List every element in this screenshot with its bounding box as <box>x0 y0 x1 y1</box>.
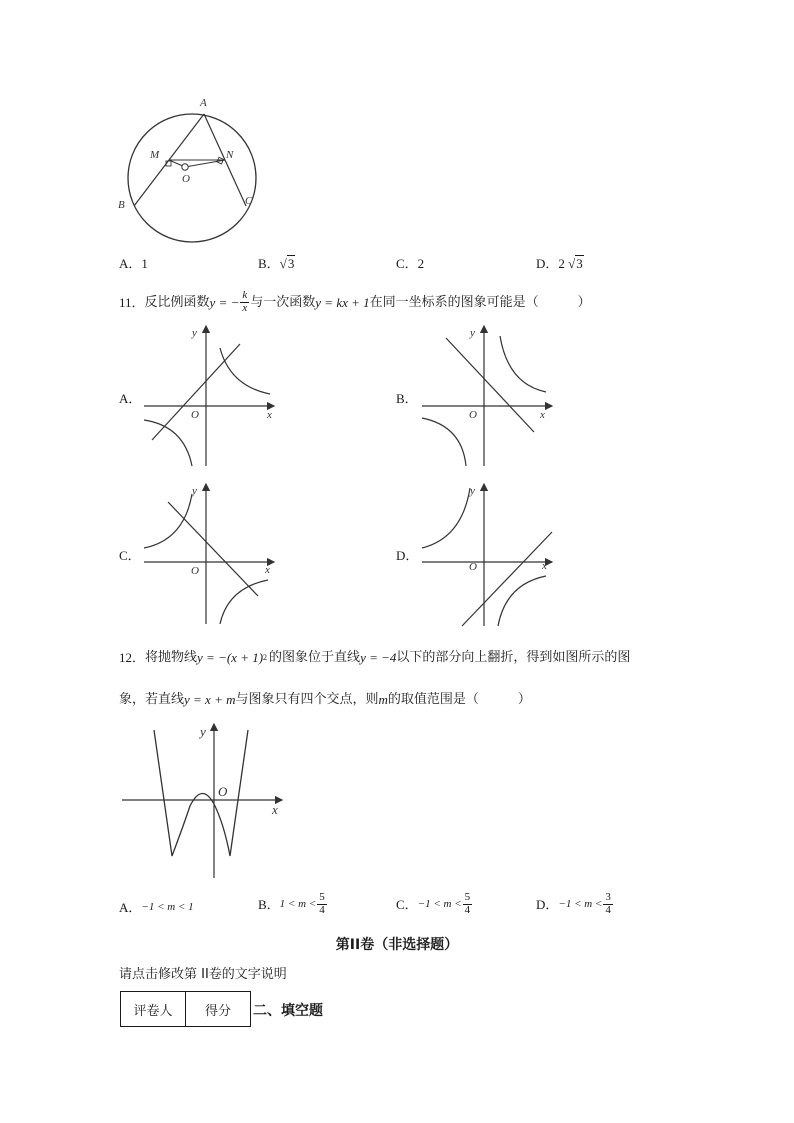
label-n: N <box>226 149 234 161</box>
label-o: O <box>469 561 477 573</box>
q11-graph-c <box>140 480 280 628</box>
q12-option-a: A． −1 < m < 1 <box>119 900 194 915</box>
q12-stem-line2: 象，若直线 y = x + m 与图象只有四个交点，则 m 的取值范围是（ ） <box>119 692 531 707</box>
label-y: y <box>470 327 475 339</box>
label-x: x <box>272 802 278 817</box>
q11-option-a-label: A． <box>119 391 142 406</box>
line-graph <box>446 338 534 432</box>
q10-option-c: C．2 <box>396 256 425 271</box>
q12-stem-line1: 12． 将抛物线 y = −(x + 1) 2 的图象位于直线 y = −4 以下的部分向上翻折，得到如图所示的图 <box>119 650 631 665</box>
fraction-k-over-x: $\frac{k}{x}$ <box>242 289 248 314</box>
grader-cell: 评卷人 <box>121 992 186 1027</box>
hyperbola-branch-1 <box>422 488 470 548</box>
hyperbola-branch-1 <box>500 336 546 392</box>
q10-option-b: B．√3 <box>258 256 295 271</box>
q11-graph-a <box>140 322 280 470</box>
label-a: A <box>200 97 207 109</box>
line-graph <box>462 532 552 626</box>
label-o: O <box>218 784 228 799</box>
q12-option-d: D． −1 < m < $\frac{3}{4}$ <box>536 891 611 916</box>
q11-stem: 11． 反比例函数 y = − $\frac{k}{x}$ 与一次函数 y = kx + 1 在同一坐标系的图象可能是（ ） <box>119 289 591 314</box>
line-graph <box>152 344 240 440</box>
q11-graph-d <box>418 480 558 628</box>
label-x: x <box>265 564 270 576</box>
score-table <box>120 991 251 1027</box>
q10-option-d: D．2 √3 <box>536 256 583 271</box>
q12-option-c: C． −1 < m < $\frac{5}{4}$ <box>396 891 471 916</box>
circle-figure <box>112 92 282 252</box>
label-o: O <box>191 409 199 421</box>
segment-on <box>185 160 225 167</box>
q10-option-a: A．1 <box>119 256 148 271</box>
label-o: O <box>182 173 190 185</box>
label-b: B <box>118 199 125 211</box>
label-c: C <box>245 195 253 207</box>
hyperbola-branch-1 <box>220 348 270 394</box>
line-graph <box>168 502 258 596</box>
part2-title: 第II卷（非选择题） <box>335 937 459 953</box>
q11-graph-b <box>418 322 558 470</box>
q11-option-c-label: C． <box>119 548 141 563</box>
label-y: y <box>200 724 206 739</box>
score-cell: 得分 <box>186 992 251 1027</box>
label-y: y <box>192 327 197 339</box>
label-y: y <box>192 485 197 497</box>
folded-parabola <box>154 730 248 856</box>
label-o: O <box>469 409 477 421</box>
label-m: M <box>150 149 160 161</box>
part2-note[interactable]: 请点击修改第 II卷的文字说明 <box>119 967 287 982</box>
label-x: x <box>540 409 545 421</box>
label-x: x <box>542 560 547 572</box>
label-o: O <box>191 565 199 577</box>
q11-option-b-label: B． <box>396 391 418 406</box>
q12-graph <box>118 720 288 880</box>
hyperbola-branch-2 <box>422 418 466 466</box>
hyperbola-branch-2 <box>498 576 546 626</box>
section-heading: 二、填空题 <box>253 1003 323 1019</box>
q12-option-b: B． 1 < m < $\frac{5}{4}$ <box>258 891 325 916</box>
label-y: y <box>470 485 475 497</box>
hyperbola-branch-2 <box>144 420 192 466</box>
label-x: x <box>267 409 272 421</box>
center-point <box>182 164 188 170</box>
hyperbola-branch-2 <box>220 580 268 624</box>
q11-option-d-label: D． <box>396 548 419 563</box>
circle-outline <box>128 114 256 242</box>
